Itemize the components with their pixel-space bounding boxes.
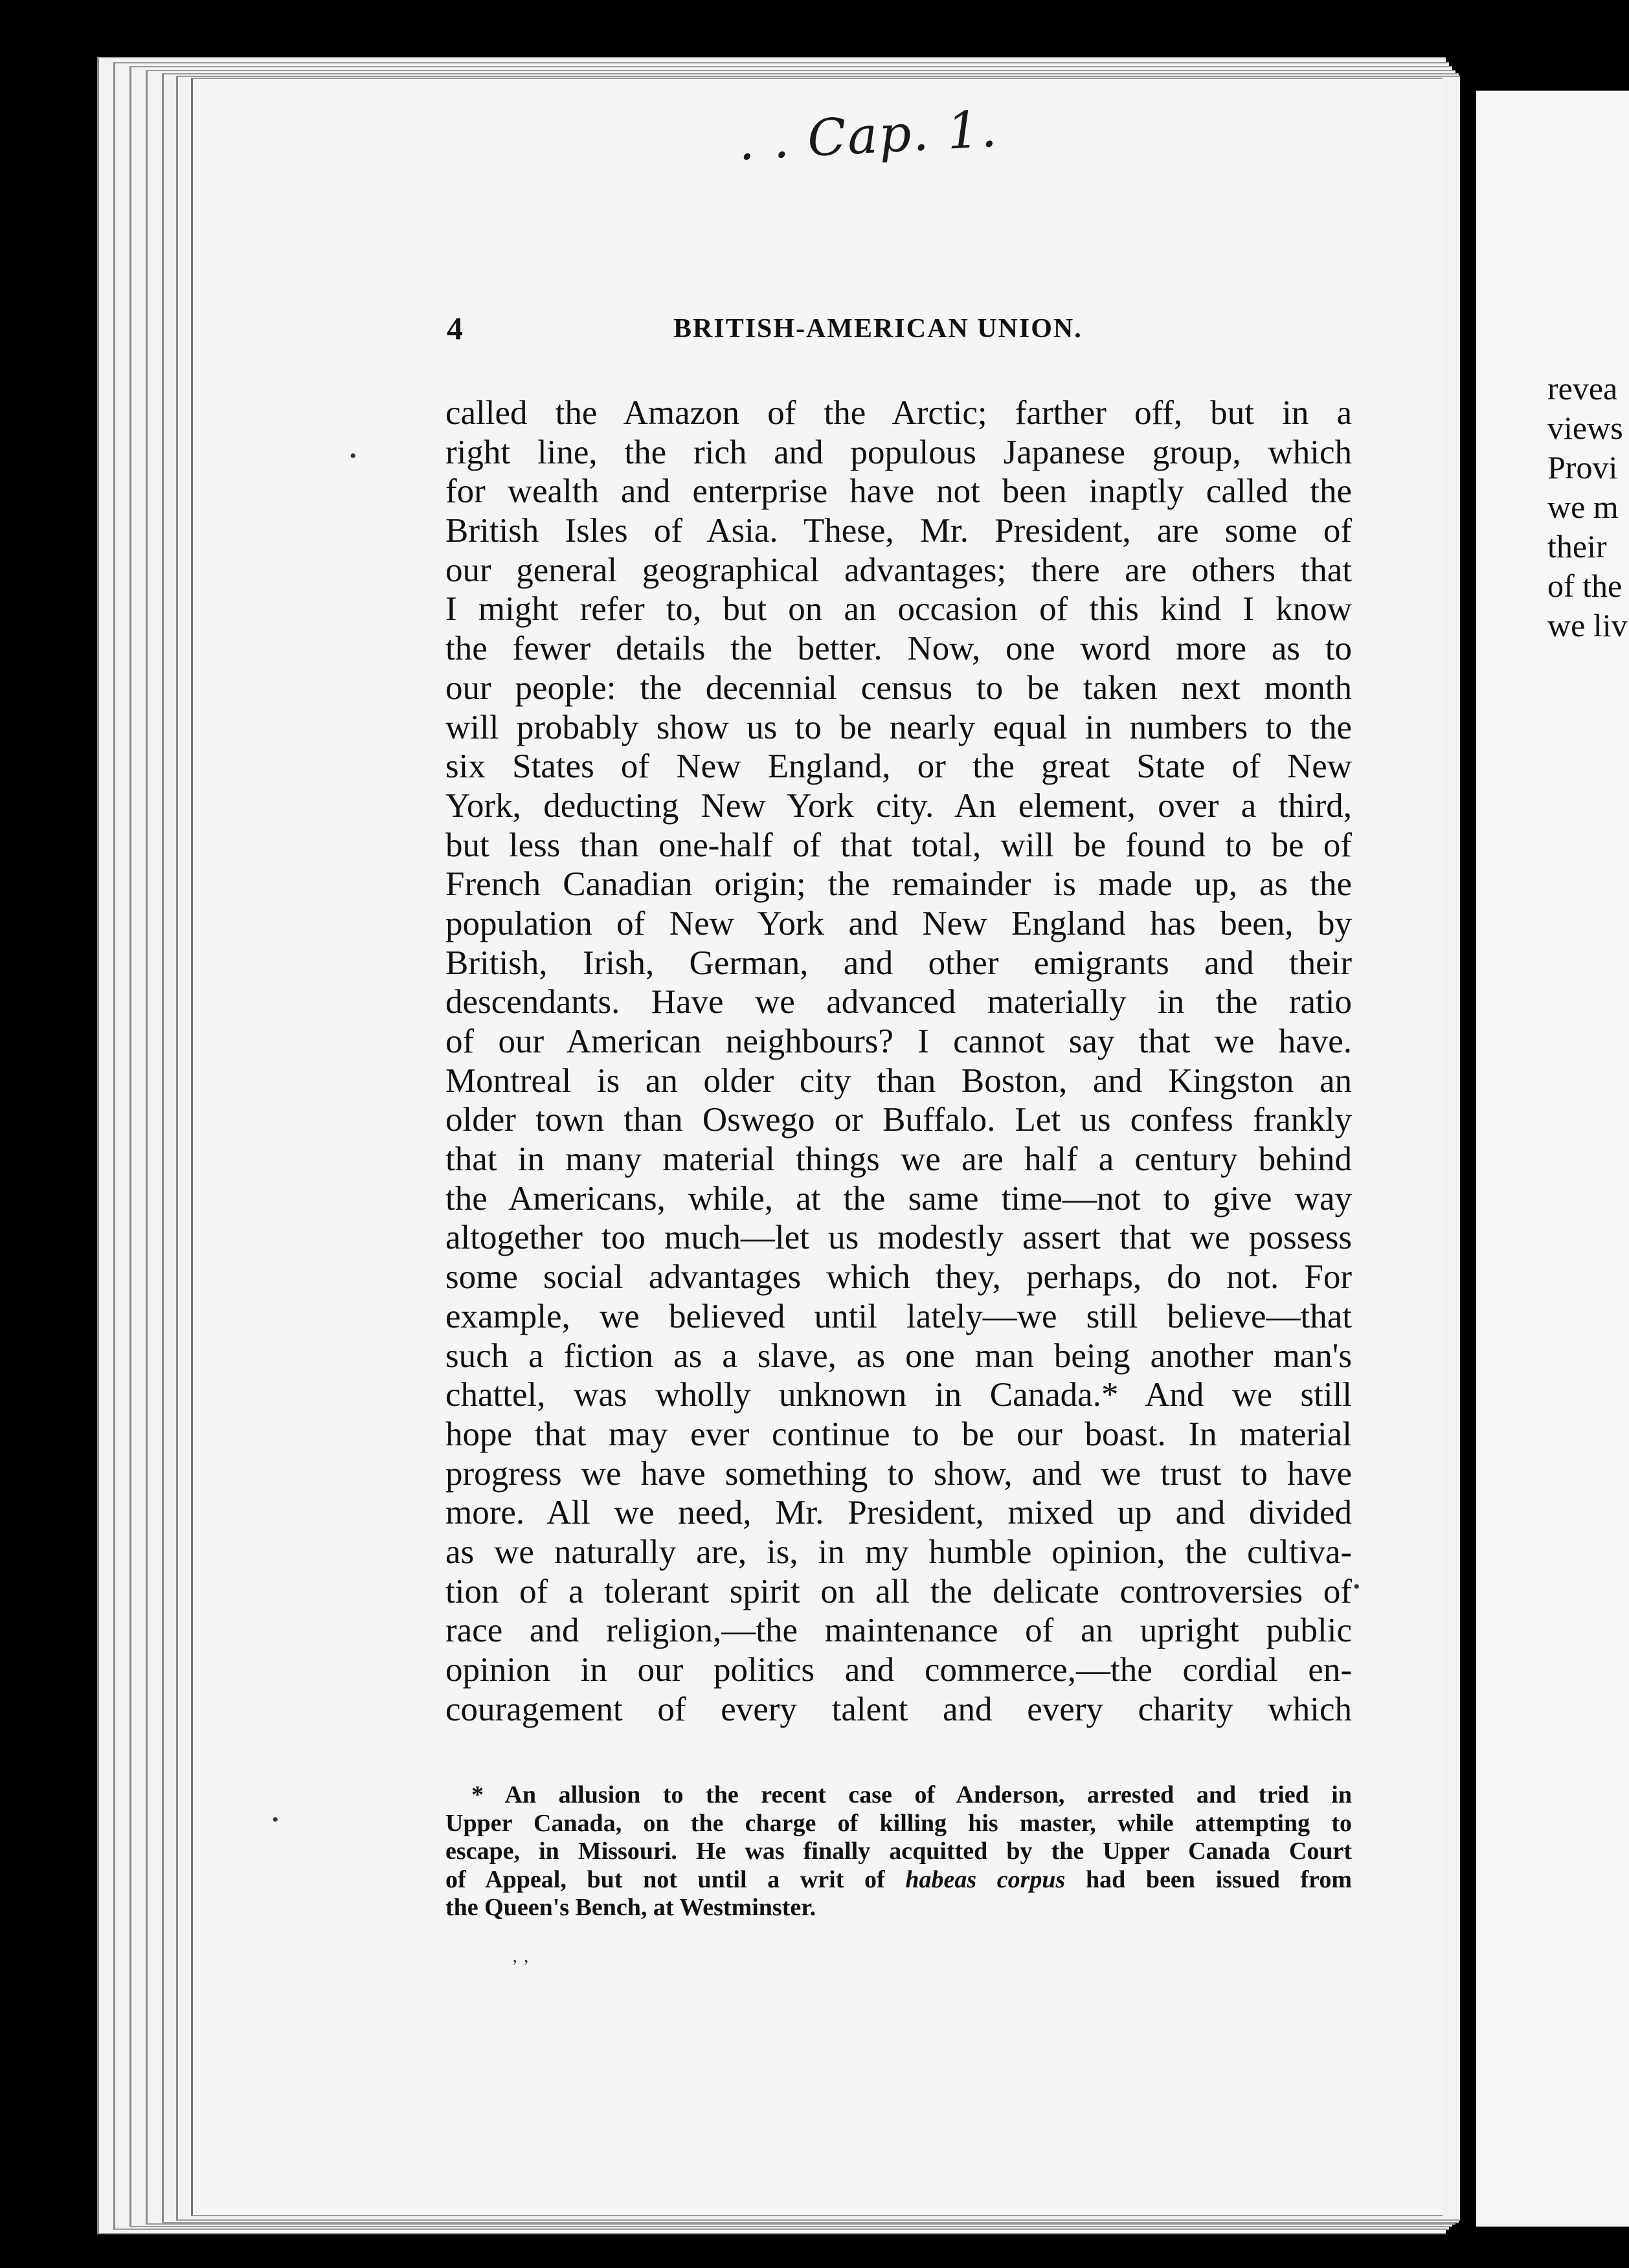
text-line: called the Amazon of the Arctic; farther off, but in a xyxy=(445,394,1352,432)
text-line: such a fiction as a slave, as one man being another man's xyxy=(445,1337,1352,1375)
text-line: French Canadian origin; the remainder is made up, as the xyxy=(445,865,1352,904)
running-head xyxy=(447,309,1373,361)
footnote-line: * An allusion to the recent case of Anderson, arrested and tried in xyxy=(471,1781,1352,1808)
speck-mark: • xyxy=(350,445,357,467)
text-line: of our American neighbours? I cannot say that we have. xyxy=(445,1023,1352,1060)
right-page-line: Provi xyxy=(1547,449,1618,485)
handwritten-annotation: . . Cap. 1. xyxy=(736,100,1000,172)
text-line: couragement of every talent and every charity which xyxy=(445,1690,1352,1728)
header-title: BRITISH-AMERICAN UNION. xyxy=(673,314,1083,344)
text-line: York, deducting New York city. An element, over a third, xyxy=(445,786,1352,825)
text-line: will probably show us to be nearly equal in numbers to the xyxy=(445,708,1352,746)
right-page-line: of the xyxy=(1547,568,1623,604)
text-line: for wealth and enterprise have not been inaptly called the xyxy=(445,472,1352,511)
body-text xyxy=(445,394,1352,1729)
right-page-line: views xyxy=(1547,410,1623,446)
text-line: older town than Oswego or Buffalo. Let us confess frankly xyxy=(445,1101,1352,1139)
footnote-line: escape, in Missouri. He was finally acquitted by the Upper Canada Court xyxy=(445,1838,1352,1865)
footnote-line: the Queen's Bench, at Westminster. xyxy=(445,1894,816,1921)
footnote xyxy=(445,1781,1352,1922)
text-line: tion of a tolerant spirit on all the delicate controversies of xyxy=(445,1572,1352,1610)
text-line: I might refer to, but on an occasion of this kind I know xyxy=(445,590,1352,628)
right-page-line: revea xyxy=(1547,370,1618,406)
text-line: as we naturally are, is, in my humble opinion, the cultiva- xyxy=(445,1533,1352,1571)
text-line: but less than one-half of that total, will be found to be of xyxy=(445,826,1352,864)
text-line: example, we believed until lately—we still believe—that xyxy=(445,1297,1352,1335)
text-line: the fewer details the better. Now, one word more as to xyxy=(445,630,1352,668)
text-line: six States of New England, or the great State of New xyxy=(445,748,1352,786)
text-line: that in many material things we are half a century behind xyxy=(445,1140,1352,1179)
text-line: altogether too much—let us modestly assert that we possess xyxy=(445,1219,1352,1257)
speck-mark: • xyxy=(1353,1576,1360,1597)
right-page-text xyxy=(1547,369,1628,645)
speck-mark: ‚ ‚ xyxy=(511,1945,530,1966)
text-line: opinion in our politics and commerce,—the cordial en- xyxy=(445,1651,1352,1689)
text-line: our people: the decennial census to be taken next month xyxy=(445,669,1352,707)
text-line: right line, the rich and populous Japanese group, which xyxy=(445,433,1352,471)
text-line: British Isles of Asia. These, Mr. President, are some of xyxy=(445,512,1352,550)
text-line: chattel, was wholly unknown in Canada.* And we still xyxy=(445,1376,1352,1414)
footnote-text: had been issued from xyxy=(1065,1865,1352,1893)
footnote-text: of Appeal, but not until a writ of xyxy=(445,1865,906,1893)
footnote-line xyxy=(445,1866,1352,1895)
right-page xyxy=(1476,91,1629,2227)
text-line: more. All we need, Mr. President, mixed up and divided xyxy=(445,1494,1352,1532)
speck-mark: • xyxy=(272,1809,279,1830)
text-line: British, Irish, German, and other emigrants and their xyxy=(445,944,1352,982)
text-line: progress we have something to show, and we trust to have xyxy=(445,1454,1352,1493)
text-line: population of New York and New England has been, by xyxy=(445,904,1352,942)
right-page-line: we liv xyxy=(1547,607,1628,643)
text-line: the Americans, while, at the same time—not to give way xyxy=(445,1179,1352,1217)
footnote-italic-term: habeas corpus xyxy=(905,1865,1066,1893)
text-line: descendants. Have we advanced materially in the ratio xyxy=(445,983,1352,1021)
page-number: 4 xyxy=(447,310,463,346)
text-line: some social advantages which they, perhaps, do not. For xyxy=(445,1258,1352,1296)
text-line: hope that may ever continue to be our boast. In material xyxy=(445,1415,1352,1453)
footnote-line: Upper Canada, on the charge of killing his master, while attempting to xyxy=(445,1809,1352,1837)
text-line: Montreal is an older city than Boston, and Kingston an xyxy=(445,1062,1352,1100)
right-page-line: we m xyxy=(1547,489,1619,525)
right-page-line: their xyxy=(1547,528,1607,564)
text-line: race and religion,—the maintenance of an upright public xyxy=(445,1612,1352,1650)
text-line: our general geographical advantages; there are others that xyxy=(445,551,1352,589)
